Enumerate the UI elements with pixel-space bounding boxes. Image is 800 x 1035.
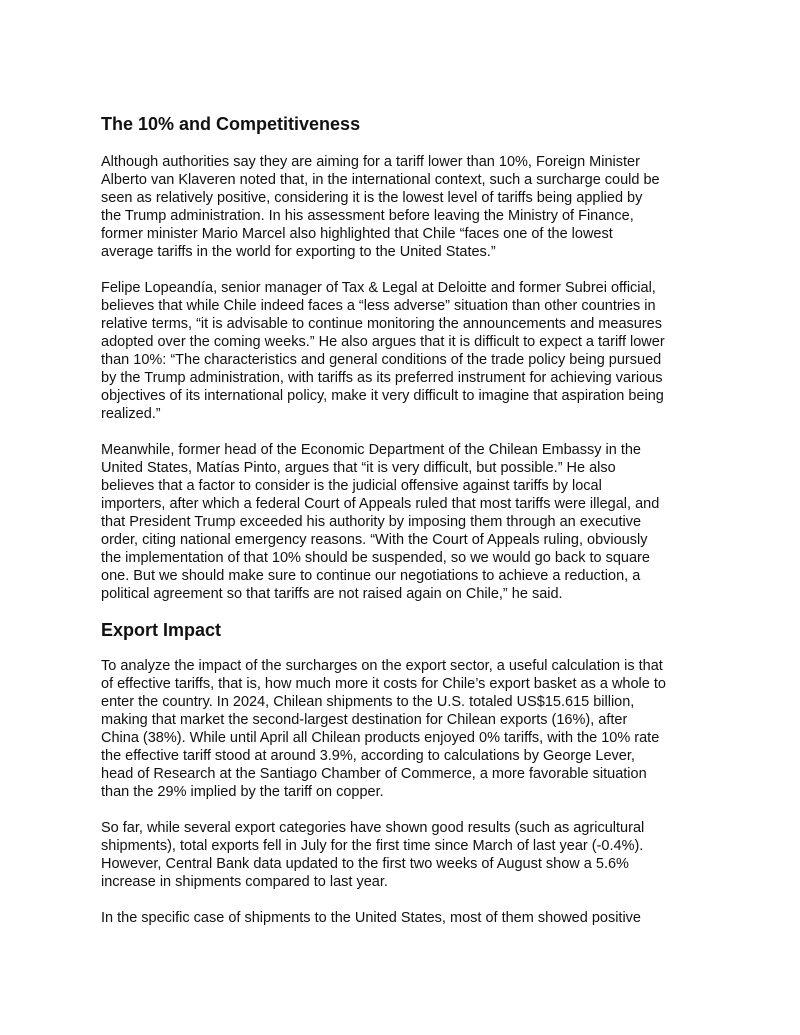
text-line: former minister Mario Marcel also highlighted that Chile “faces one of the lowest	[101, 226, 613, 242]
text-line: political agreement so that tariffs are not raised again on Chile,” he said.	[101, 586, 563, 602]
section-heading-competitiveness: The 10% and Competitiveness	[101, 114, 361, 134]
text-line: shipments), total exports fell in July for the first time since March of last year (-0.4%).	[101, 838, 644, 854]
paragraph-us-shipments	[101, 909, 641, 927]
text-line: objectives of its international policy, make it very difficult to imagine that aspiration being	[101, 388, 664, 404]
text-line: importers, after which a federal Court of Appeals ruled that most tariffs were illegal, and	[101, 496, 660, 512]
text-line: Alberto van Klaveren noted that, in the international context, such a surcharge could be	[101, 172, 660, 188]
text-line: than the 29% implied by the tariff on copper.	[101, 784, 384, 800]
text-line: that President Trump exceeded his authority by imposing them through an executive	[101, 514, 642, 530]
text-line: Felipe Lopeandía, senior manager of Tax & Legal at Deloitte and former Subrei official,	[101, 280, 656, 296]
text-line: order, citing national emergency reasons. “With the Court of Appeals ruling, obviously	[101, 532, 648, 548]
text-line: Although authorities say they are aiming for a tariff lower than 10%, Foreign Minister	[101, 154, 640, 170]
paragraph-export-results	[101, 819, 644, 891]
text-line: In the specific case of shipments to the United States, most of them showed positive	[101, 910, 641, 926]
text-line: by the Trump administration, with tariffs as its preferred instrument for achieving various	[101, 370, 663, 386]
text-line: the effective tariff stood at around 3.9%, according to calculations by George Lever,	[101, 748, 635, 764]
paragraph-pinto	[101, 441, 659, 603]
paragraph-effective-tariffs	[101, 657, 666, 801]
text-line: head of Research at the Santiago Chamber of Commerce, a more favorable situation	[101, 766, 647, 782]
text-line: relative terms, “it is advisable to continue monitoring the announcements and measures	[101, 316, 662, 332]
text-line: Meanwhile, former head of the Economic Department of the Chilean Embassy in the	[101, 442, 641, 458]
text-line: one. But we should make sure to continue our negotiations to achieve a reduction, a	[101, 568, 641, 584]
text-line: the Trump administration. In his assessment before leaving the Ministry of Finance,	[101, 208, 634, 224]
text-line: of effective tariffs, that is, how much more it costs for Chile’s export basket as a whole to	[101, 676, 666, 692]
text-line: seen as relatively positive, considering it is the lowest level of tariffs being applied by	[101, 190, 643, 206]
text-line: believes that a factor to consider is the judicial offensive against tariffs by local	[101, 478, 602, 494]
text-line: enter the country. In 2024, Chilean shipments to the U.S. totaled US$15.615 billion,	[101, 694, 635, 710]
text-line: To analyze the impact of the surcharges on the export sector, a useful calculation is that	[101, 658, 663, 674]
text-line: realized.”	[101, 406, 161, 422]
text-line: United States, Matías Pinto, argues that “it is very difficult, but possible.” He also	[101, 460, 616, 476]
section-heading-export-impact: Export Impact	[101, 620, 222, 640]
text-line: the implementation of that 10% should be suspended, so we would go back to square	[101, 550, 650, 566]
text-line: making that market the second-largest destination for Chilean exports (16%), after	[101, 712, 628, 728]
text-line: believes that while Chile indeed faces a “less adverse” situation than other countries in	[101, 298, 656, 314]
text-line: average tariffs in the world for exporting to the United States.”	[101, 244, 496, 260]
text-line: adopted over the coming weeks.” He also argues that it is difficult to expect a tariff lower	[101, 334, 665, 350]
text-line: increase in shipments compared to last year.	[101, 874, 388, 890]
paragraph-lopeandia	[101, 279, 665, 423]
text-line: However, Central Bank data updated to the first two weeks of August show a 5.6%	[101, 856, 629, 872]
text-line: China (38%). While until April all Chilean products enjoyed 0% tariffs, with the 10% rate	[101, 730, 660, 746]
paragraph-van-klaveren	[101, 153, 660, 261]
text-line: than 10%: “The characteristics and general conditions of the trade policy being pursued	[101, 352, 662, 368]
text-line: So far, while several export categories have shown good results (such as agricultural	[101, 820, 645, 836]
